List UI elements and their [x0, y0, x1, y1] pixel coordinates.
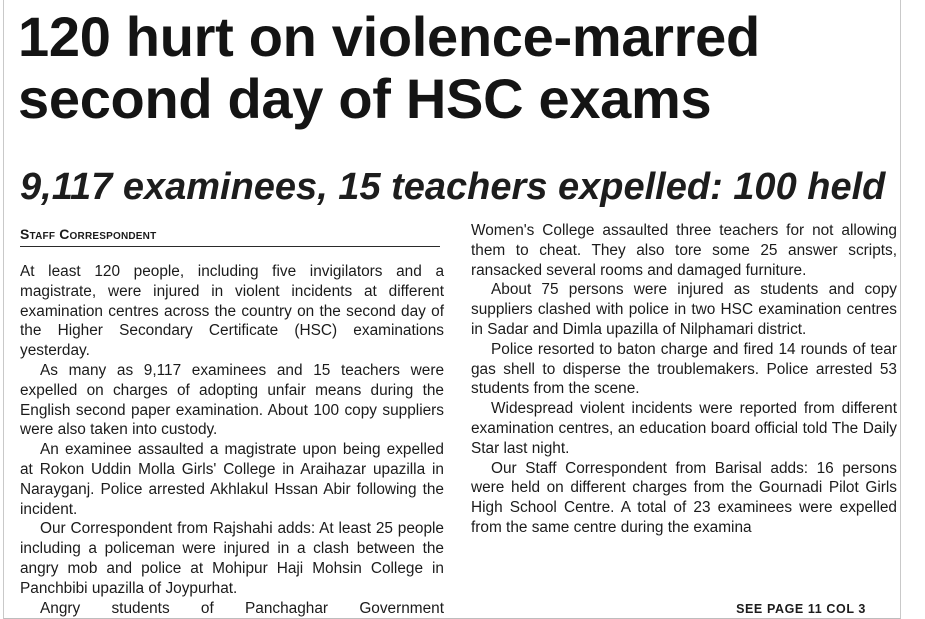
paragraph: About 75 persons were injured as students and copy suppliers clashed with police in two HSC examination centres in Sadar and Dimla upazilla of Nilphamari district.	[471, 281, 897, 338]
paragraph: Our Staff Correspondent from Barisal adds: 16 persons were held on different charges from the Gournadi Pilot Girls High School Centre. A total of 23 examinees were expelled from the same centre during the examina	[471, 459, 897, 536]
newspaper-clipping	[3, 0, 901, 619]
byline-rule	[20, 246, 440, 247]
article-column-2	[471, 221, 897, 538]
paragraph: Women's College assaulted three teachers for not allowing them to cheat. They also tore some 25 answer scripts, ransacked several rooms and damaged furniture.	[471, 222, 897, 279]
headline-line-1: 120 hurt on violence-marred	[18, 5, 760, 68]
paragraph: Our Correspondent from Rajshahi adds: At least 25 people including a policeman were injured in a clash between the angry mob and police at Mohipur Haji Mohsin College in Panchbibi upazilla of Joypurhat.	[20, 520, 444, 597]
paragraph: At least 120 people, including five invigilators and a magistrate, were injured in violent incidents at different examination centres across the country on the second day of the Higher Secondary Certificate (HSC) examinations yesterday.	[20, 263, 444, 360]
article-column-1	[20, 262, 444, 618]
byline: Staff Correspondent	[20, 226, 157, 242]
continued-on-page-link[interactable]: SEE PAGE 11 COL 3	[736, 602, 866, 616]
subheadline: 9,117 examinees, 15 teachers expelled: 100 held	[20, 166, 886, 208]
paragraph: An examinee assaulted a magistrate upon being expelled at Rokon Uddin Molla Girls' College in Araihazar upazilla in Narayganj. Police arrested Akhlakul Hssan Abir following the incident.	[20, 441, 444, 518]
paragraph: Angry students of Panchaghar Government	[40, 599, 444, 617]
paragraph: Police resorted to baton charge and fired 14 rounds of tear gas shell to disperse the troublemakers. Police arrested 53 students from the scene.	[471, 340, 897, 398]
headline-line-2: second day of HSC exams	[18, 67, 712, 130]
headline	[18, 6, 898, 130]
paragraph: As many as 9,117 examinees and 15 teachers were expelled on charges of adopting unfair means during the English second paper examination. About 100 copy suppliers were also taken into custody.	[20, 361, 444, 439]
paragraph: Widespread violent incidents were reported from different examination centres, an education board official told The Daily Star last night.	[471, 400, 897, 457]
